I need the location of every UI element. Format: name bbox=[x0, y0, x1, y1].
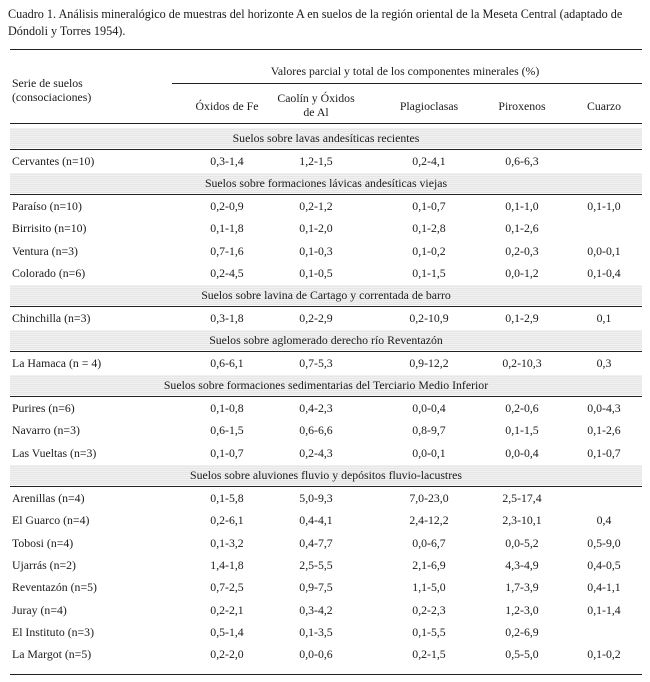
cell-value: 0,2-1,2 bbox=[299, 199, 333, 213]
cell-value: 0,9-7,5 bbox=[299, 580, 333, 595]
section-rule bbox=[10, 149, 642, 150]
cell-value: 0,1-0,3 bbox=[299, 243, 333, 258]
cell-value: 0,3-1,8 bbox=[210, 311, 244, 325]
row-label: Ventura (n=3) bbox=[12, 243, 78, 258]
cell-value: 0,1-2,6 bbox=[587, 423, 621, 438]
cell-value: 0,1-0,5 bbox=[299, 265, 333, 280]
cell-value: 0,1-1,0 bbox=[587, 199, 621, 213]
cell-value: 0,2-6,1 bbox=[210, 513, 244, 528]
col-header-al-sub: de Al bbox=[303, 105, 329, 119]
cell-value: 0,8-9,7 bbox=[412, 423, 446, 438]
row-label: Juray (n=4) bbox=[12, 602, 67, 617]
row-label: Tobosi (n=4) bbox=[12, 535, 74, 550]
cell-value: 0,1-1,8 bbox=[210, 221, 244, 236]
cell-value: 0,1-0,8 bbox=[210, 401, 244, 415]
section-rule bbox=[10, 486, 642, 487]
cell-value: 0,5-5,0 bbox=[505, 647, 539, 662]
cell-value: 0,2-0,6 bbox=[505, 401, 539, 415]
cell-value: 0,6-6,3 bbox=[505, 154, 539, 168]
cell-value: 0,4-7,7 bbox=[299, 535, 333, 550]
section-title: Suelos sobre lavas andesíticas recientes bbox=[232, 131, 420, 145]
cell-value: 0,9-12,2 bbox=[409, 356, 449, 370]
cell-value: 0,6-6,1 bbox=[210, 356, 244, 370]
cell-value: 0,2-0,3 bbox=[505, 243, 539, 258]
cell-value: 1,2-1,5 bbox=[299, 154, 333, 168]
col-header-plagioclasas: Plagioclasas bbox=[399, 99, 459, 113]
section-rule bbox=[10, 194, 642, 195]
cell-value: 0,4-0,5 bbox=[587, 557, 621, 572]
cell-value: 0,1-1,5 bbox=[412, 265, 446, 280]
cell-value: 0,1-0,7 bbox=[587, 445, 621, 460]
cell-value: 0,0-0,1 bbox=[587, 243, 621, 258]
section-title: Suelos sobre formaciones sedimentarias del Terciario Medio Inferior bbox=[163, 378, 489, 392]
cell-value: 2,3-10,1 bbox=[502, 513, 542, 528]
cell-value: 0,1-3,2 bbox=[210, 535, 244, 550]
cell-value: 0,5-9,0 bbox=[587, 535, 621, 550]
cell-value: 0,2-10,3 bbox=[502, 356, 542, 370]
row-label: Las Vueltas (n=3) bbox=[12, 445, 97, 460]
cell-value: 0,1-0,4 bbox=[587, 265, 621, 280]
cell-value: 7,0-23,0 bbox=[409, 491, 449, 505]
col-header-al: Caolín y Óxidos bbox=[277, 91, 355, 105]
cell-value: 0,2-4,3 bbox=[299, 445, 333, 460]
cell-value: 0,1-0,2 bbox=[412, 243, 446, 258]
cell-value: 0,2-4,1 bbox=[412, 154, 446, 168]
row-label: El Guarco (n=4) bbox=[12, 513, 90, 528]
cell-value: 0,1 bbox=[596, 311, 612, 325]
row-label: La Margot (n=5) bbox=[12, 647, 92, 662]
cell-value: 0,0-0,4 bbox=[412, 401, 446, 415]
cell-value: 0,7-1,6 bbox=[210, 243, 244, 258]
section-title: Suelos sobre aluviones fluvio y depósitos fluvio-lacustres bbox=[190, 468, 462, 482]
section-rule bbox=[10, 306, 642, 307]
cell-value: 0,3-4,2 bbox=[299, 602, 333, 617]
cell-value: 0,1-5,5 bbox=[412, 624, 446, 639]
cell-value: 0,2-6,9 bbox=[505, 624, 539, 639]
cell-value: 0,0-0,1 bbox=[412, 445, 446, 460]
col-header-cuarzo: Cuarzo bbox=[586, 99, 622, 113]
cell-value: 0,7-5,3 bbox=[299, 356, 333, 370]
row-label: Birrisito (n=10) bbox=[12, 221, 87, 236]
row-label: La Hamaca (n = 4) bbox=[12, 356, 102, 370]
cell-value: 0,0-1,2 bbox=[505, 265, 539, 280]
cell-value: 0,6-6,6 bbox=[299, 423, 333, 438]
cell-value: 0,1-2,9 bbox=[505, 311, 539, 325]
row-label: Arenillas (n=4) bbox=[12, 491, 85, 505]
col-header-piroxenos: Piroxenos bbox=[498, 99, 546, 113]
cell-value: 0,5-1,4 bbox=[210, 624, 244, 639]
row-label: Colorado (n=6) bbox=[12, 265, 86, 280]
cell-value: 1,7-3,9 bbox=[505, 580, 539, 595]
cell-value: 0,2-2,0 bbox=[210, 647, 244, 662]
cell-value: 4,3-4,9 bbox=[505, 557, 539, 572]
cell-value: 0,1-3,5 bbox=[299, 624, 333, 639]
cell-value: 0,2-2,1 bbox=[210, 602, 244, 617]
cell-value: 2,5-5,5 bbox=[299, 557, 333, 572]
cell-value: 0,3 bbox=[596, 356, 612, 370]
cell-value: 0,1-1,5 bbox=[505, 423, 539, 438]
cell-value: 0,4-4,1 bbox=[299, 513, 333, 528]
row-label: El Instituto (n=3) bbox=[12, 624, 95, 639]
cell-value: 0,2-2,9 bbox=[299, 311, 333, 325]
row-label: Purires (n=6) bbox=[12, 401, 75, 415]
row-label: Chinchilla (n=3) bbox=[12, 311, 91, 325]
cell-value: 0,7-2,5 bbox=[210, 580, 244, 595]
row-header-label: Serie de suelos bbox=[12, 76, 83, 90]
cell-value: 0,2-1,5 bbox=[412, 647, 446, 662]
cell-value: 0,1-0,7 bbox=[412, 199, 446, 213]
cell-value: 0,0-6,7 bbox=[412, 535, 446, 550]
header-bottom-rule bbox=[10, 123, 642, 124]
cell-value: 0,4 bbox=[596, 513, 612, 528]
section-rule bbox=[10, 351, 642, 352]
row-label: Cervantes (n=10) bbox=[12, 154, 95, 168]
row-label: Navarro (n=3) bbox=[12, 423, 80, 438]
row-label: Ujarrás (n=2) bbox=[12, 557, 76, 572]
cell-value: 1,2-3,0 bbox=[505, 602, 539, 617]
group-header-rule bbox=[172, 83, 642, 84]
col-header-fe: Óxidos de Fe bbox=[195, 99, 259, 113]
row-header-label-sub: (consociaciones) bbox=[12, 90, 92, 104]
cell-value: 0,4-2,3 bbox=[299, 401, 333, 415]
cell-value: 2,1-6,9 bbox=[412, 557, 446, 572]
table-caption: Cuadro 1. Análisis mineralógico de muestras del horizonte A en suelos de la región oriental de la Meseta Central (adaptado de Dóndoli y Torres 1954). bbox=[8, 7, 623, 38]
cell-value: 0,0-5,2 bbox=[505, 535, 539, 550]
cell-value: 0,2-10,9 bbox=[409, 311, 449, 325]
section-title: Suelos sobre lavina de Cartago y correntada de barro bbox=[201, 288, 451, 302]
section-rule bbox=[10, 396, 642, 397]
cell-value: 1,4-1,8 bbox=[210, 557, 244, 572]
cell-value: 2,4-12,2 bbox=[409, 513, 449, 528]
section-title: Suelos sobre formaciones lávicas andesíticas viejas bbox=[204, 176, 448, 190]
top-rule bbox=[10, 49, 642, 50]
cell-value: 0,1-2,0 bbox=[299, 221, 333, 236]
row-label: Reventazón (n=5) bbox=[12, 580, 97, 595]
cell-value: 0,1-0,7 bbox=[210, 445, 244, 460]
cell-value: 0,3-1,4 bbox=[210, 154, 244, 168]
cell-value: 0,2-4,5 bbox=[210, 265, 244, 280]
cell-value: 0,1-1,4 bbox=[587, 602, 621, 617]
cell-value: 0,2-2,3 bbox=[412, 602, 446, 617]
cell-value: 0,0-4,3 bbox=[587, 401, 621, 415]
cell-value: 0,0-0,4 bbox=[505, 445, 539, 460]
cell-value: 0,2-0,9 bbox=[210, 199, 244, 213]
cell-value: 0,1-5,8 bbox=[210, 491, 244, 505]
cell-value: 5,0-9,3 bbox=[299, 491, 333, 505]
section-title: Suelos sobre aglomerado derecho río Reventazón bbox=[209, 333, 443, 347]
bottom-rule bbox=[10, 674, 642, 675]
cell-value: 0,1-1,0 bbox=[505, 199, 539, 213]
cell-value: 0,1-2,6 bbox=[505, 221, 539, 236]
cell-value: 0,1-0,2 bbox=[587, 647, 621, 662]
cell-value: 0,4-1,1 bbox=[587, 580, 621, 595]
group-header: Valores parcial y total de los componentes minerales (%) bbox=[270, 64, 540, 78]
cell-value: 1,1-5,0 bbox=[412, 580, 446, 595]
cell-value: 0,0-0,6 bbox=[299, 647, 333, 662]
cell-value: 0,1-2,8 bbox=[412, 221, 446, 236]
cell-value: 0,6-1,5 bbox=[210, 423, 244, 438]
row-label: Paraíso (n=10) bbox=[12, 199, 82, 213]
cell-value: 2,5-17,4 bbox=[502, 491, 542, 505]
